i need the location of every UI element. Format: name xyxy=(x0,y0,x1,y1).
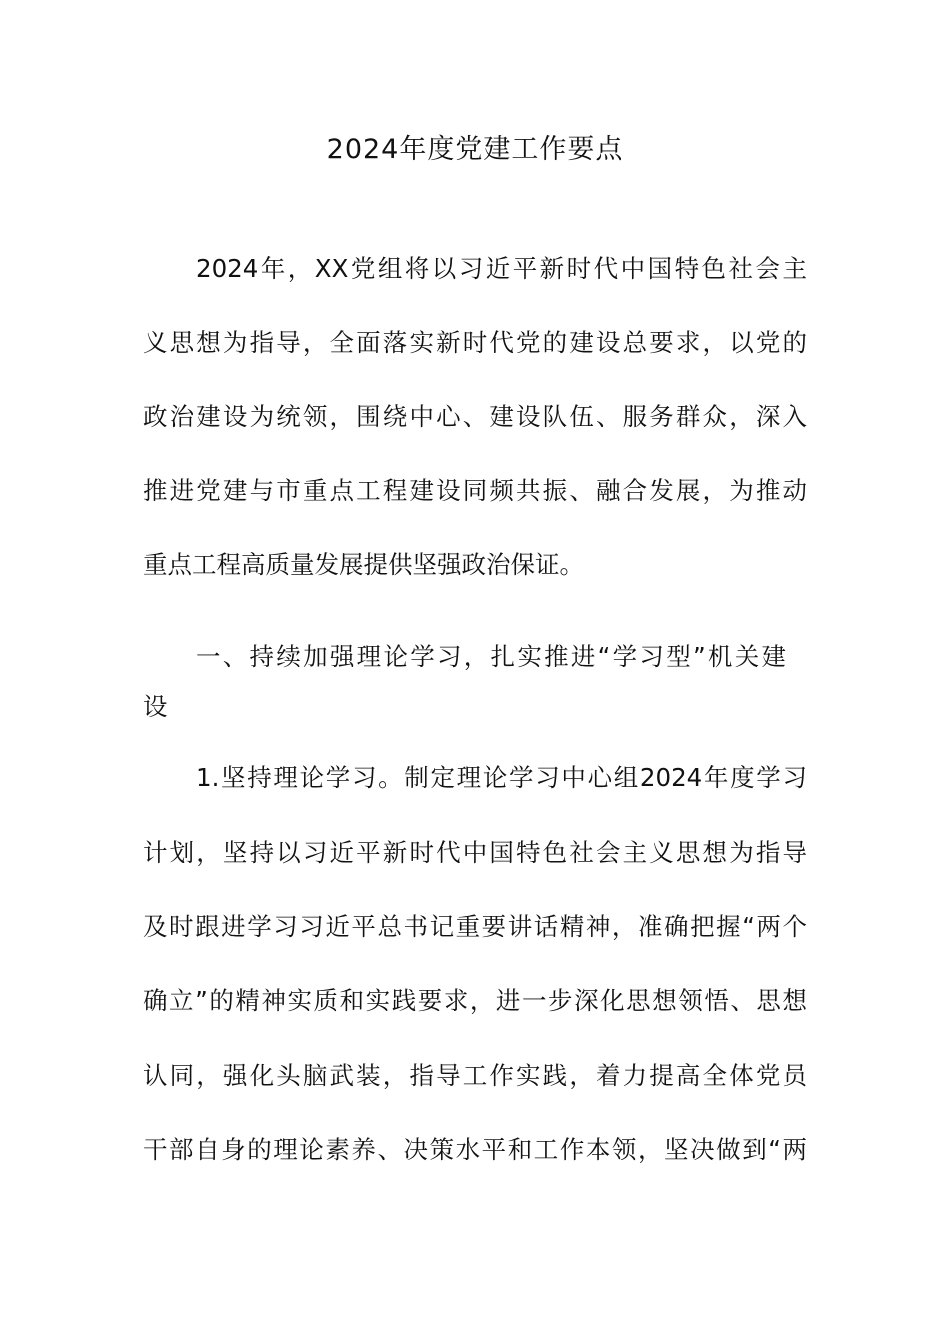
section-heading: 一、持续加强理论学习，扎实推进“学习型”机关建 xyxy=(196,642,786,671)
document-title: 2024年度党建工作要点 xyxy=(326,134,624,165)
item-line: 认同，强化头脑武装，指导工作实践，着力提高全体党员 xyxy=(143,1061,807,1090)
intro-line: 政治建设为统领，围绕中心、建设队伍、服务群众，深入 xyxy=(143,402,807,431)
item-line: 计划，坚持以习近平新时代中国特色社会主义思想为指导 xyxy=(143,838,807,867)
intro-line: 义思想为指导，全面落实新时代党的建设总要求，以党的 xyxy=(143,328,807,357)
section-heading-continuation: 设 xyxy=(143,692,168,721)
item-line: 确立”的精神实质和实践要求，进一步深化思想领悟、思想 xyxy=(143,986,807,1015)
intro-line: 推进党建与市重点工程建设同频共振、融合发展，为推动 xyxy=(143,476,807,505)
intro-line: 2024年，XX党组将以习近平新时代中国特色社会主 xyxy=(196,254,807,283)
item-line: 1.坚持理论学习。制定理论学习中心组2024年度学习 xyxy=(196,763,807,792)
intro-line: 重点工程高质量发展提供坚强政治保证。 xyxy=(143,550,584,579)
item-line: 干部自身的理论素养、决策水平和工作本领，坚决做到“两 xyxy=(143,1135,807,1164)
item-line: 及时跟进学习习近平总书记重要讲话精神，准确把握“两个 xyxy=(143,912,807,941)
